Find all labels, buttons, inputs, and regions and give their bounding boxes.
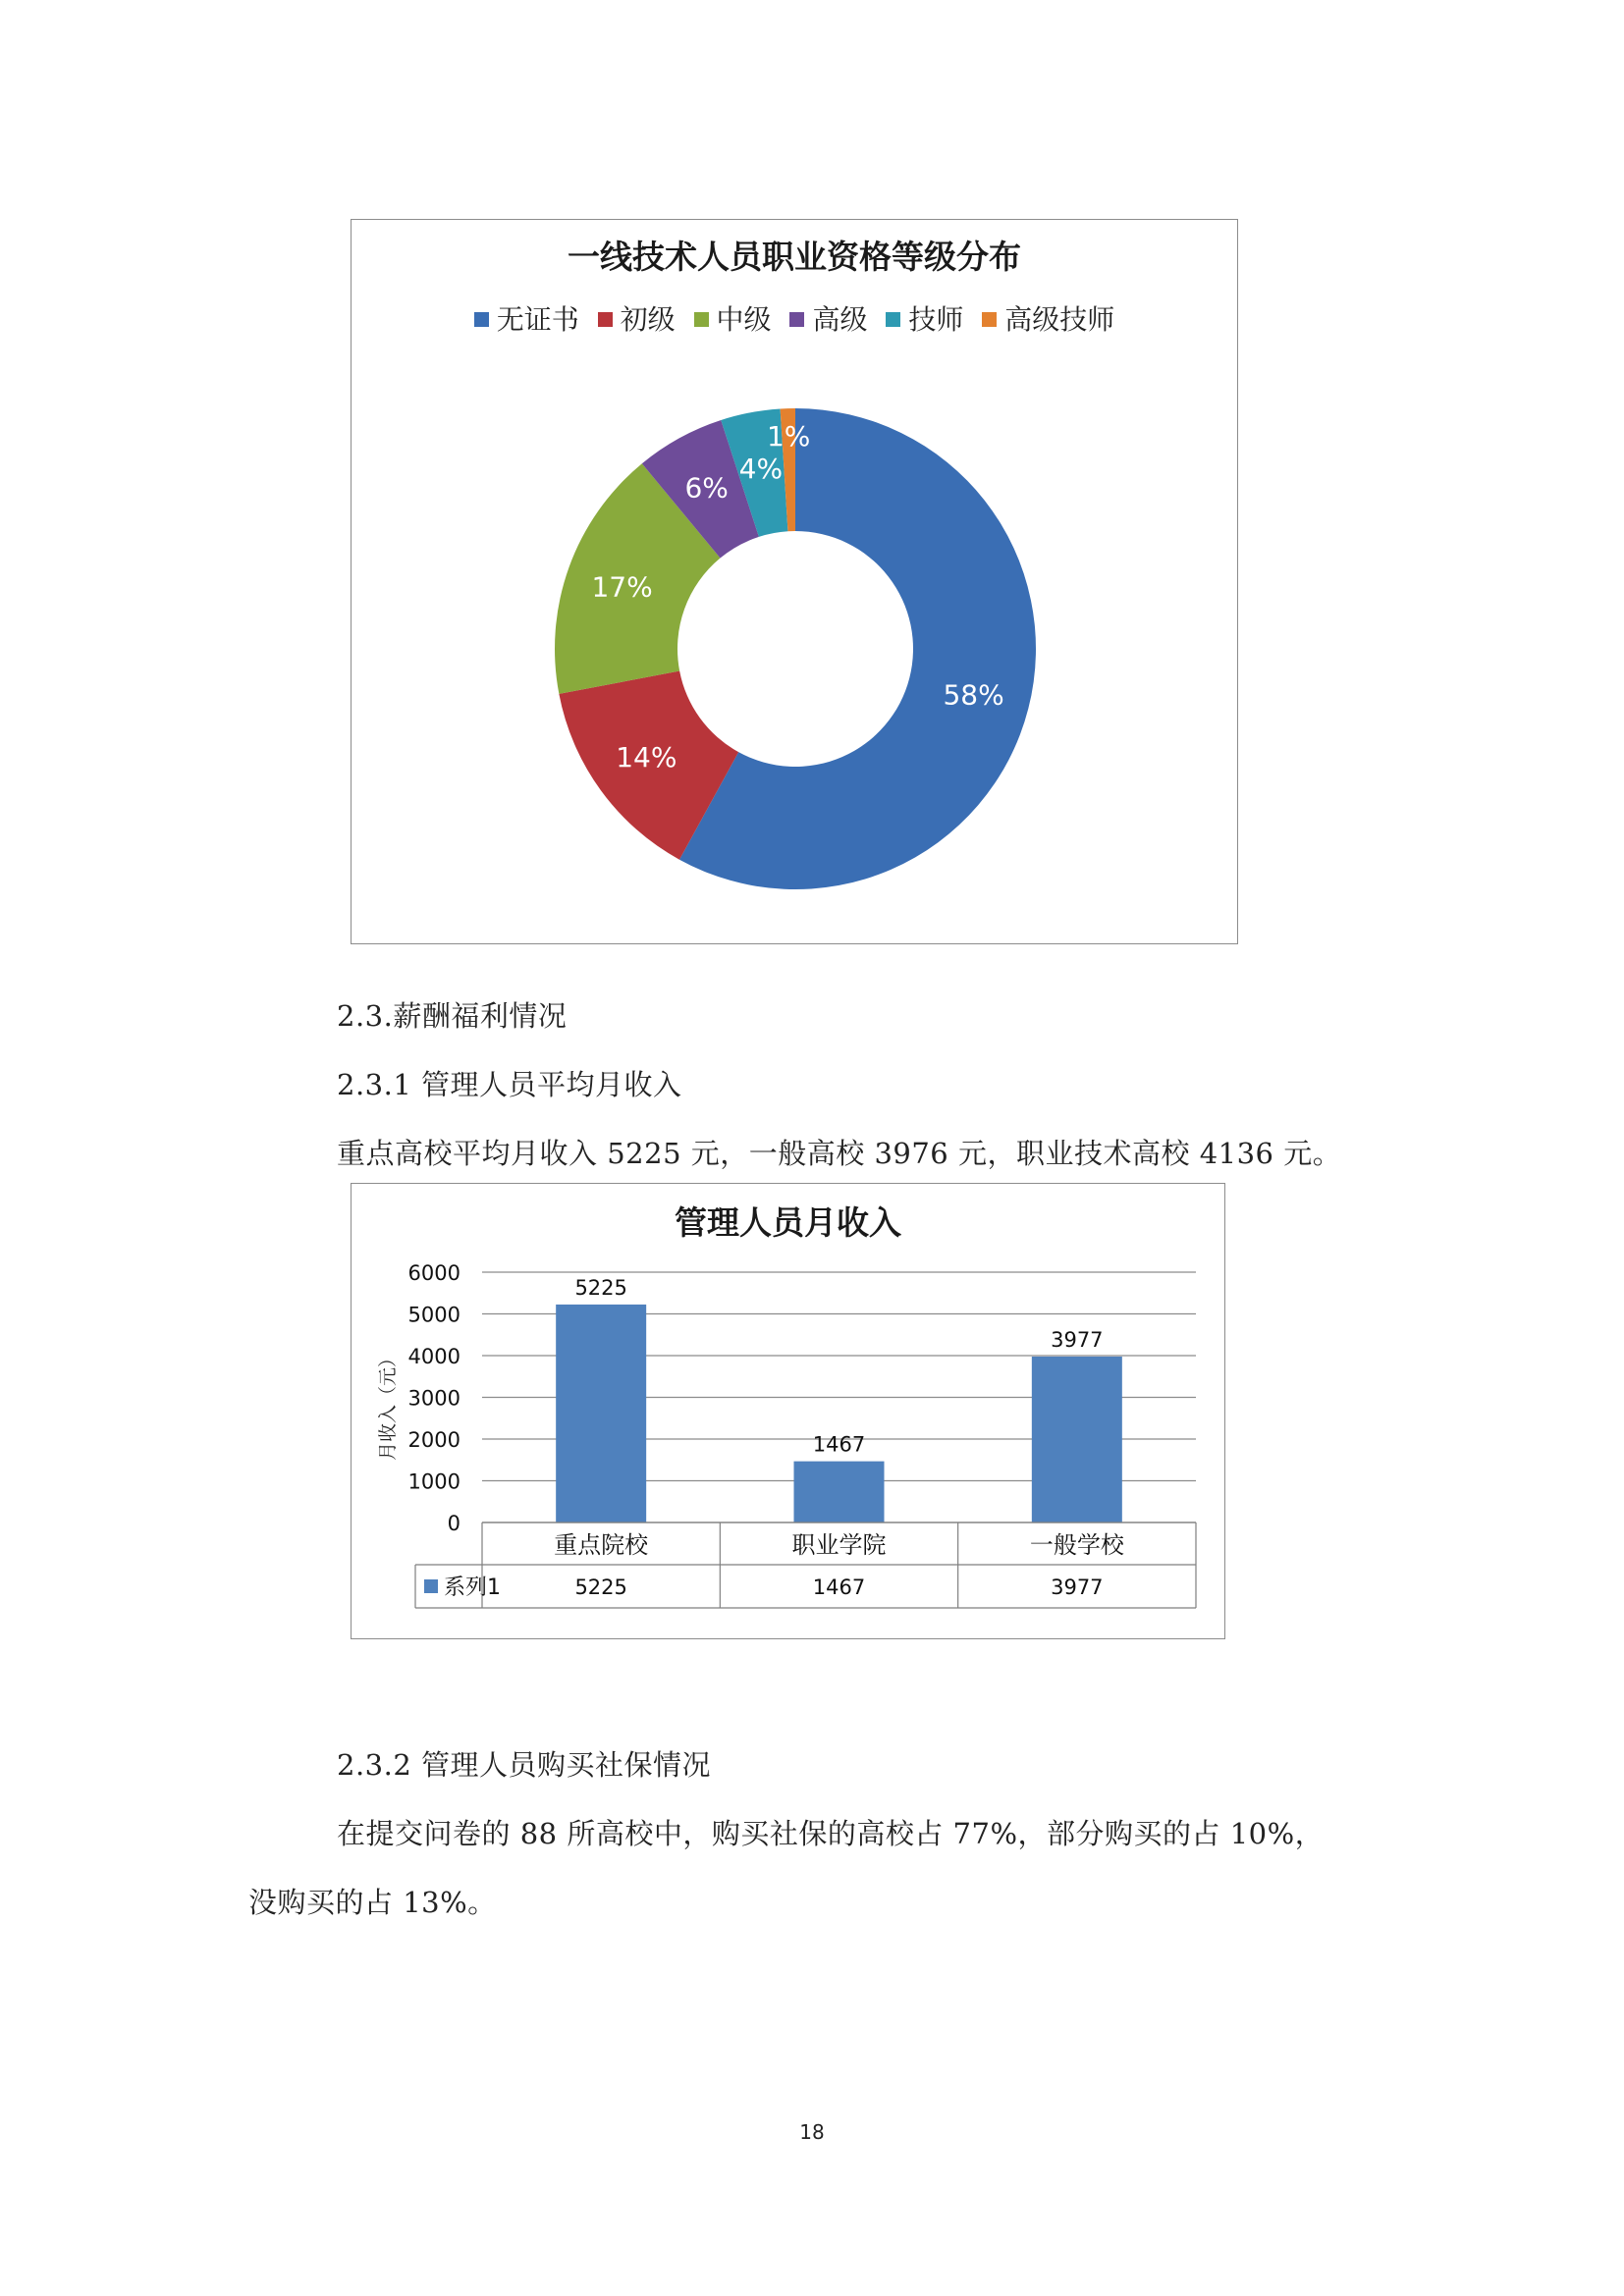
donut-label-technician: 4% xyxy=(738,452,784,485)
paragraph-social-insurance-line-1: 在提交问卷的 88 所高校中，购买社保的高校占 77%，部分购买的占 10%， xyxy=(337,1817,1325,1850)
donut-label-no-certificate: 58% xyxy=(943,678,1004,712)
bar-2 xyxy=(794,1462,885,1522)
legend-label-no-certificate: 无证书 xyxy=(496,303,579,336)
legend-label-intermediate: 中级 xyxy=(716,303,772,336)
bar-data-label-3: 3977 xyxy=(1051,1327,1104,1352)
paragraph-social-insurance-line-2: 没购买的占 13%。 xyxy=(248,1886,497,1919)
page-number: 18 xyxy=(799,2120,825,2144)
bar-chart-svg xyxy=(352,1184,1226,1640)
bar-chart-title: 管理人员月收入 xyxy=(675,1203,901,1242)
x-category-label-1: 重点院校 xyxy=(554,1531,649,1559)
pie-chart-container xyxy=(351,219,1238,944)
donut-label-intermediate: 17% xyxy=(591,570,653,604)
section-heading-2-3: 2.3.薪酬福利情况 xyxy=(337,999,568,1033)
table-cell-value-2: 1467 xyxy=(812,1575,866,1599)
y-tick-label-5000: 5000 xyxy=(407,1303,460,1327)
x-category-label-3: 一般学校 xyxy=(1029,1531,1124,1559)
legend-label-technician: 技师 xyxy=(908,303,964,336)
y-tick-label-4000: 4000 xyxy=(407,1345,460,1368)
legend-label-junior: 初级 xyxy=(620,303,676,336)
table-series-label: 系列1 xyxy=(444,1575,501,1600)
donut-label-senior-technician: 1% xyxy=(766,420,811,454)
table-cell-value-1: 5225 xyxy=(574,1575,627,1599)
y-tick-label-3000: 3000 xyxy=(407,1386,460,1411)
table-legend-swatch xyxy=(424,1579,438,1593)
bar-data-label-1: 5225 xyxy=(574,1275,627,1300)
y-tick-label-6000: 6000 xyxy=(407,1261,460,1285)
donut-label-senior: 6% xyxy=(684,471,729,505)
bar-data-label-2: 1467 xyxy=(812,1432,866,1457)
section-heading-2-3-1: 2.3.1 管理人员平均月收入 xyxy=(337,1068,682,1101)
table-cell-value-3: 3977 xyxy=(1051,1575,1104,1599)
paragraph-income: 重点高校平均月收入 5225 元，一般高校 3976 元，职业技术高校 4136 元。 xyxy=(337,1137,1342,1170)
bar-chart-y-axis-label: 月收入（元） xyxy=(377,1348,399,1462)
legend-label-senior-technician: 高级技师 xyxy=(1004,303,1115,336)
donut-chart-svg xyxy=(352,220,1239,945)
y-tick-label-2000: 2000 xyxy=(407,1428,460,1452)
bar-1 xyxy=(556,1305,646,1522)
y-tick-label-0: 0 xyxy=(447,1512,460,1535)
donut-label-junior: 14% xyxy=(616,741,677,774)
section-heading-2-3-2: 2.3.2 管理人员购买社保情况 xyxy=(337,1748,712,1782)
x-category-label-2: 职业学院 xyxy=(791,1531,887,1559)
bar-chart-container xyxy=(351,1183,1225,1639)
pie-chart-title: 一线技术人员职业资格等级分布 xyxy=(568,238,1021,276)
bar-3 xyxy=(1032,1357,1122,1522)
legend-label-senior: 高级 xyxy=(812,303,868,336)
y-tick-label-1000: 1000 xyxy=(407,1469,460,1494)
